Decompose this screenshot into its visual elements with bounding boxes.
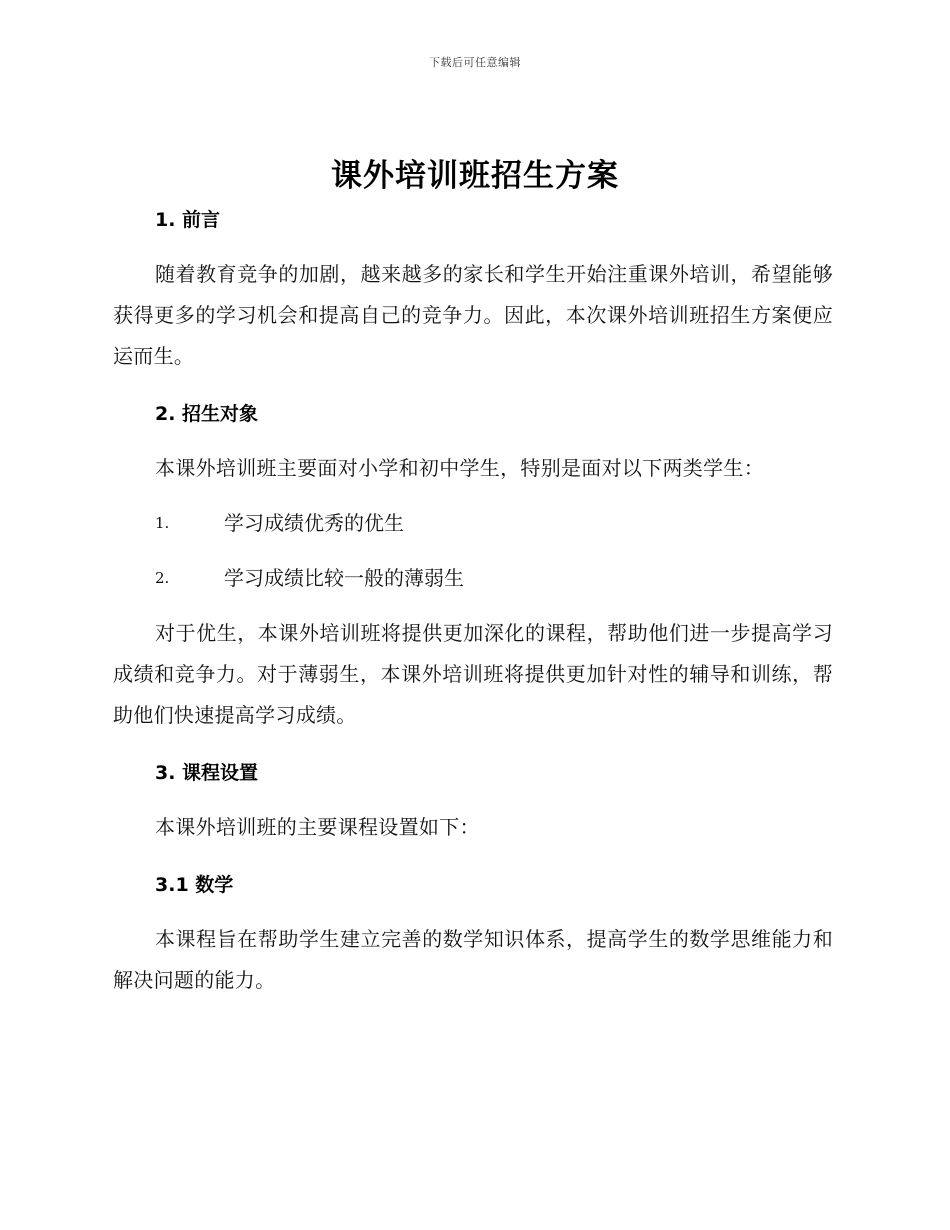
document-title: 课外培训班招生方案: [331, 158, 619, 194]
math-paragraph: 本课程旨在帮助学生建立完善的数学知识体系，提高学生的数学思维能力和解决问题的能力。: [113, 927, 833, 992]
section-heading-math: 3.1 数学: [155, 874, 234, 896]
enrollment-intro: 本课外培训班主要面对小学和初中学生，特别是面对以下两类学生：: [155, 456, 764, 480]
section-heading-enrollment: 2. 招生对象: [155, 403, 259, 425]
list-text: 学习成绩比较一般的薄弱生: [224, 566, 464, 590]
list-number: 1.: [155, 514, 170, 532]
header-note: 下载后可任意编辑: [429, 56, 521, 69]
list-item: [113, 558, 833, 599]
section-heading-preface: 1. 前言: [155, 209, 221, 231]
courses-intro: 本课外培训班的主要课程设置如下：: [155, 815, 480, 839]
preface-paragraph: 随着教育竞争的加剧，越来越多的家长和学生开始注重课外培训，希望能够获得更多的学习机会和提高自己的竞争力。因此，本次课外培训班招生方案便应运而生。: [113, 262, 833, 368]
list-text: 学习成绩优秀的优生: [224, 511, 404, 535]
section-heading-courses: 3. 课程设置: [155, 762, 259, 784]
document-body: [113, 205, 833, 1001]
list-item: [113, 503, 833, 544]
list-number: 2.: [155, 569, 170, 587]
enrollment-detail-paragraph: 对于优生，本课外培训班将提供更加深化的课程，帮助他们进一步提高学习成绩和竞争力。对于薄弱生，本课外培训班将提供更加针对性的辅导和训练，帮助他们快速提高学习成绩。: [113, 621, 833, 727]
